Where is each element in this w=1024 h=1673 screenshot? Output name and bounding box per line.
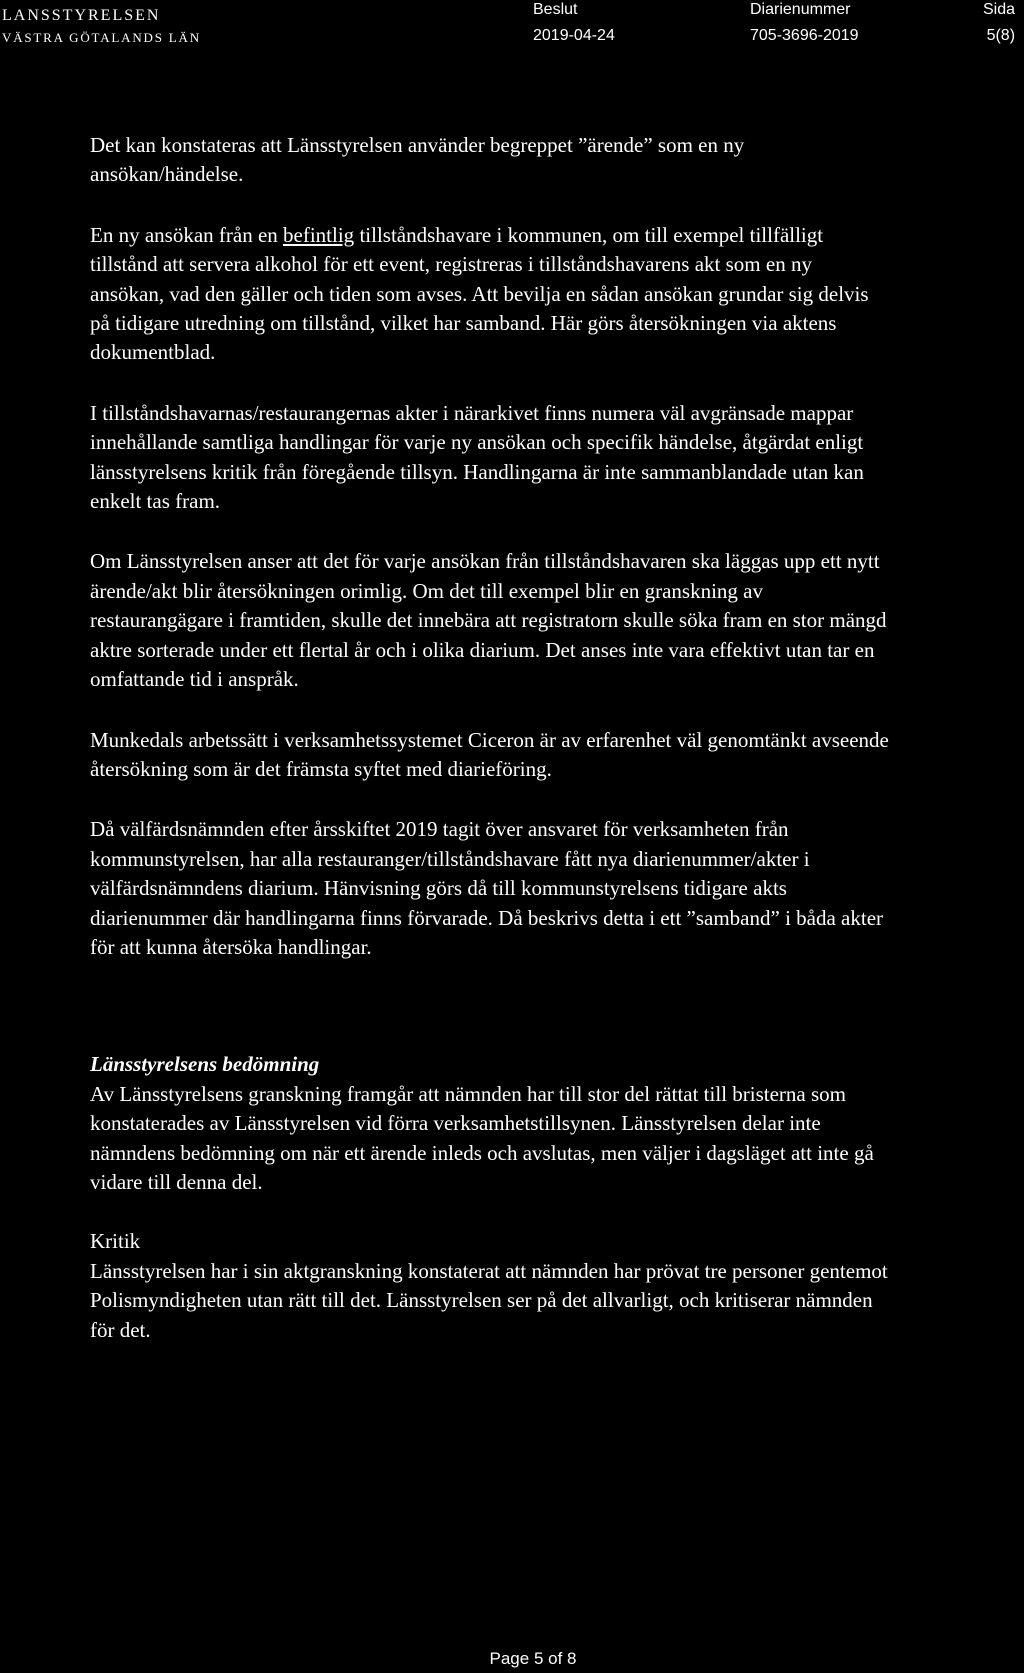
paragraph-text: En ny ansökan från en xyxy=(90,222,284,247)
paragraph: Munkedals arbetssätt i verksamhetssystemet Ciceron är av erfarenhet väl genomtänkt avseende återsökning som är det främsta syftet med diarieföring. xyxy=(90,727,889,781)
underlined-word: befintlig xyxy=(283,222,355,247)
paragraph: I tillståndshavarnas/restaurangernas akter i närarkivet finns numera väl avgränsade mappar innehållande samtliga handlingar för varje ny ansökan och specifik händelse, åtgärdat enligt länsstyrelsens kritik från föregående tillsyn. Handlingarna är inte sammanblandade utan kan enkelt tas fram. xyxy=(90,400,864,514)
page-number: 5(8) xyxy=(986,27,1016,44)
paragraph: Av Länsstyrelsens granskning framgår att nämnden har till stor del rättat till bristerna som konstaterades av Länsstyrelsen vid förra verksamhetstillsynen. Länsstyrelsen delar inte nämndens bedömning om när ett ärende inleds och avslutas, men väljer i dagsläget att inte gå vidare till denna del. xyxy=(90,1081,874,1194)
page-number-block xyxy=(983,1,1015,45)
decision-date: 2019-04-24 xyxy=(533,27,615,44)
section-heading: Länsstyrelsens bedömning xyxy=(90,1052,320,1077)
agency-region: VÄSTRA GÖTALANDS LÄN xyxy=(2,30,201,45)
subsection-heading: Kritik xyxy=(90,1229,141,1254)
registry-number-block xyxy=(750,1,859,45)
paragraph-text: tillståndshavare i kommunen, om till exempel tillfälligt tillstånd att servera alkohol för ett event, registreras i tillståndshavarens akt som en ny ansökan, vad den gäller och tiden som avses. Att bevilja en sådan ansökan grundar sig delvis på tidigare utredning om tillstånd, vilket har samband. Här görs återsökningen via aktens dokumentblad. xyxy=(90,222,869,365)
document-body xyxy=(90,131,890,1345)
registry-number: 705-3696-2019 xyxy=(750,27,859,44)
agency-name: LANSSTYRELSEN xyxy=(2,7,161,24)
paragraph xyxy=(90,221,890,368)
page-label: Sida xyxy=(983,1,1016,18)
paragraph: Det kan konstateras att Länsstyrelsen använder begreppet ”ärende” som en ny ansökan/händelse. xyxy=(90,133,745,187)
paragraph: Om Länsstyrelsen anser att det för varje ansökan från tillståndshavaren ska läggas upp ett nytt ärende/akt blir återsökningen orimlig. Om det till exempel blir en granskning av restaurangägare i framtiden, skulle det innebära att registratorn skulle söka fram en stor mängd aktre sorterade under ett flertal år och i olika diarium. Det anses inte vara effektivt utan tar en omfattande tid i anspråk. xyxy=(90,549,887,692)
paragraph: Länsstyrelsen har i sin aktgranskning konstaterat att nämnden har prövat tre personer gentemot Polismyndigheten utan rätt till det. Länsstyrelsen ser på det allvarligt, och kritiserar nämnden för det. xyxy=(90,1258,888,1342)
page-footer: Page 5 of 8 xyxy=(489,1649,577,1668)
document-header xyxy=(0,0,1024,60)
paragraph: Då välfärdsnämnden efter årsskiftet 2019 tagit över ansvaret för verksamheten från kommunstyrelsen, har alla restauranger/tillståndshavare fått nya diarienummer/akter i välfärdsnämndens diarium. Hänvisning görs då till kommunstyrelsens tidigare akts diarienummer där handlingarna finns förvarade. Då beskrivs detta i ett ”samband” i båda akter för att kunna återsöka handlingar. xyxy=(90,817,884,959)
decision-date-block xyxy=(533,1,615,45)
registry-number-label: Diarienummer xyxy=(750,1,851,18)
decision-label: Beslut xyxy=(533,1,578,18)
